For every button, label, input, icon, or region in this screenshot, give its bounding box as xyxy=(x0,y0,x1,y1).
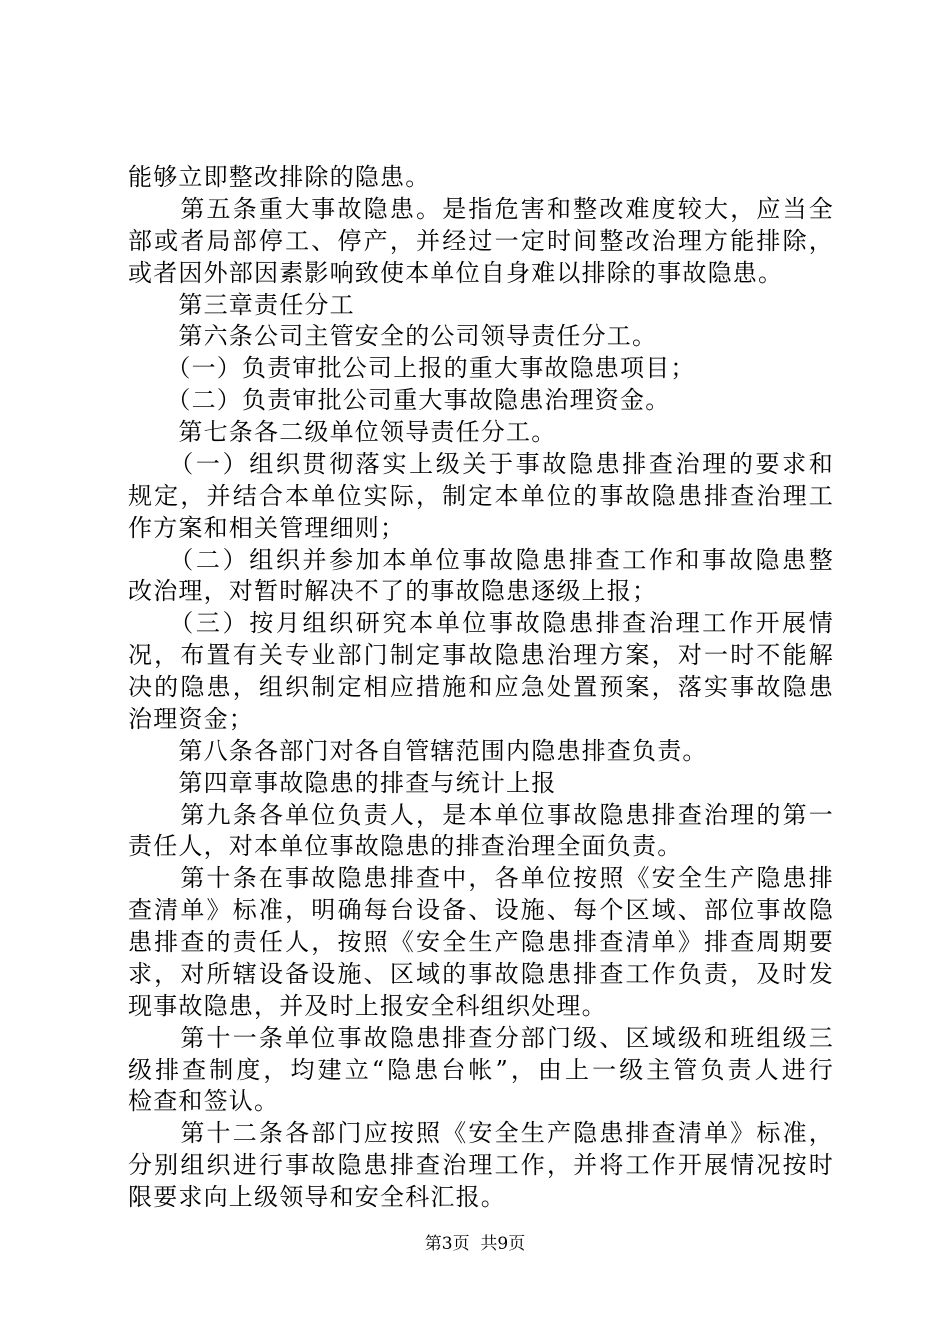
text-line: 责任人，对本单位事故隐患的排查治理全面负责。 xyxy=(128,832,683,860)
chapter-heading: 第三章责任分工 xyxy=(128,291,355,319)
text-line: 决的隐患，组织制定相应措施和应急处置预案，落实事故隐患 xyxy=(128,673,834,701)
text-line: 治理资金； xyxy=(128,705,254,733)
text-line: 改治理，对暂时解决不了的事故隐患逐级上报； xyxy=(128,577,658,605)
text-line: （一）组织贯彻落实上级关于事故隐患排查治理的要求和 xyxy=(128,450,834,478)
text-line: 第六条公司主管安全的公司领导责任分工。 xyxy=(128,322,658,350)
text-line: （三）按月组织研究本单位事故隐患排查治理工作开展情 xyxy=(128,609,834,637)
text-line: 第十条在事故隐患排查中，各单位按照《安全生产隐患排 xyxy=(128,864,834,892)
text-line: （二）组织并参加本单位事故隐患排查工作和事故隐患整 xyxy=(128,546,834,574)
text-line: 求，对所辖设备设施、区域的事故隐患排查工作负责，及时发 xyxy=(128,960,834,988)
text-line: 第十二条各部门应按照《安全生产隐患排查清单》标准， xyxy=(128,1119,834,1147)
text-line: （二）负责审批公司重大事故隐患治理资金。 xyxy=(128,386,671,414)
page-footer xyxy=(0,1234,950,1254)
text-line: 检查和签认。 xyxy=(128,1087,280,1115)
text-line: 能够立即整改排除的隐患。 xyxy=(128,163,431,191)
text-line: 患排查的责任人，按照《安全生产隐患排查清单》排查周期要 xyxy=(128,928,834,956)
text-line: 查清单》标准，明确每台设备、设施、每个区域、部位事故隐 xyxy=(128,896,834,924)
page-number: 第3页 共9页 xyxy=(424,1234,526,1254)
text-line: 第九条各单位负责人，是本单位事故隐患排查治理的第一 xyxy=(128,801,834,829)
chapter-heading: 第四章事故隐患的排查与统计上报 xyxy=(128,769,557,797)
text-line: 或者因外部因素影响致使本单位自身难以排除的事故隐患。 xyxy=(128,259,784,287)
text-line: 作方案和相关管理细则； xyxy=(128,514,406,542)
text-line: 第七条各二级单位领导责任分工。 xyxy=(128,418,557,446)
text-line: （一）负责审批公司上报的重大事故隐患项目； xyxy=(128,354,696,382)
text-line: 第八条各部门对各自管辖范围内隐患排查负责。 xyxy=(128,737,708,765)
text-line: 限要求向上级领导和安全科汇报。 xyxy=(128,1183,506,1211)
text-line: 第十一条单位事故隐患排查分部门级、区域级和班组级三 xyxy=(128,1024,834,1052)
text-line: 分别组织进行事故隐患排查治理工作，并将工作开展情况按时 xyxy=(128,1151,834,1179)
text-line: 第五条重大事故隐患。是指危害和整改难度较大，应当全 xyxy=(128,195,834,223)
text-line: 级排查制度，均建立“隐患台帐”，由上一级主管负责人进行 xyxy=(128,1056,834,1084)
text-line: 况，布置有关专业部门制定事故隐患治理方案，对一时不能解 xyxy=(128,641,834,669)
text-line: 部或者局部停工、停产，并经过一定时间整改治理方能排除， xyxy=(128,227,834,255)
text-line: 现事故隐患，并及时上报安全科组织处理。 xyxy=(128,992,607,1020)
text-line: 规定，并结合本单位实际，制定本单位的事故隐患排查治理工 xyxy=(128,482,834,510)
